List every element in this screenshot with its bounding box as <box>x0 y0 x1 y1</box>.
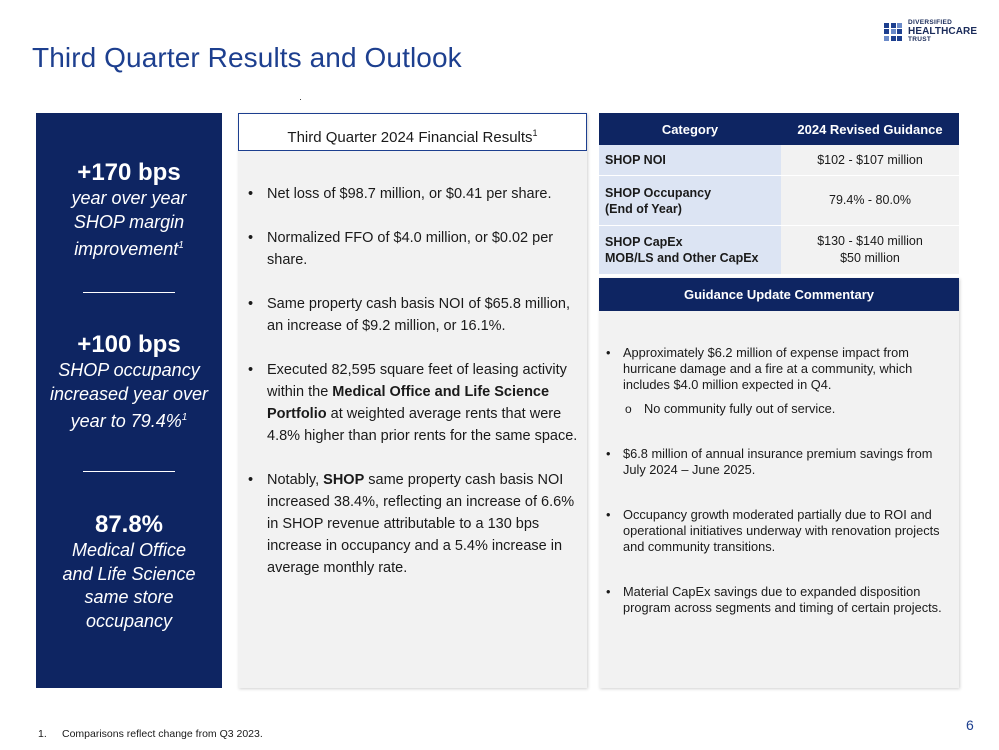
column-header: Category <box>599 113 781 145</box>
footnote-number: 1. <box>38 728 47 740</box>
table-row <box>599 226 959 275</box>
stat-description: year over year SHOP margin improvement$^1$ <box>71 188 187 259</box>
commentary-list <box>604 345 954 645</box>
category-cell: SHOP Occupancy (End of Year) <box>599 176 781 226</box>
list-item: • Notably, SHOP same property cash basis NOI increased 38.4%, reflecting an increase of 6.6% in SHOP revenue attributable to a 130 bps increase in occupancy and a 5.4% increase in average monthly rate. <box>246 469 578 579</box>
logo-mark-icon <box>884 23 902 41</box>
list-item: • Executed 82,595 square feet of leasing activity within the Medical Office and Life Science Portfolio at weighted average rents that were 4.8% higher than prior rents for the same space. <box>246 359 578 447</box>
footnote-marker: 1 <box>181 412 188 423</box>
logo-line-1: DIVERSIFIED <box>908 19 953 26</box>
bold-text: SHOP <box>323 472 365 488</box>
stat-occupancy <box>36 331 222 434</box>
financial-results-header: Third Quarter 2024 Financial Results$^1$ <box>238 113 587 151</box>
financial-results-list <box>246 183 578 601</box>
stat-value: 87.8% <box>94 511 164 538</box>
financial-results-panel <box>238 113 587 688</box>
guidance-commentary-panel <box>599 278 959 688</box>
stat-value: +170 bps <box>77 159 181 186</box>
list-item: • $6.8 million of annual insurance premium savings from July 2024 – June 2025. <box>604 446 954 478</box>
list-item: • Approximately $6.2 million of expense impact from hurricane damage and a fire at a community, which includes $4.0 million expected in Q4. o No community fully out of service. <box>604 345 954 417</box>
footnote-marker: 1 <box>532 128 538 138</box>
logo-wordmark <box>908 20 977 43</box>
divider <box>83 471 175 472</box>
list-item: • Occupancy growth moderated partially due to ROI and operational initiatives underway with renovation projects and community transitions. <box>604 507 954 555</box>
bold-text: Medical Office and Life Science Portfolio <box>267 384 550 422</box>
guidance-table <box>599 113 959 275</box>
stat-value: +100 bps <box>77 331 181 358</box>
highlights-panel <box>36 113 222 688</box>
footnote-marker: 1 <box>178 240 184 251</box>
page-title: Third Quarter Results and Outlook <box>32 42 462 73</box>
stray-dot <box>300 99 301 100</box>
logo-line-2: HEALTHCARE <box>908 25 978 37</box>
stat-description: SHOP occupancy increased year over year to 79.4%$^1$ <box>49 360 209 431</box>
stat-description: Medical Office and Life Science same store occupancy <box>62 540 196 631</box>
value-cell: 79.4% - 80.0% <box>781 176 959 226</box>
table-row <box>599 145 959 176</box>
sub-list-item: o No community fully out of service. <box>623 401 954 417</box>
list-item: • Normalized FFO of $4.0 million, or $0.02 per share. <box>246 227 578 271</box>
column-header: 2024 Revised Guidance <box>781 113 959 145</box>
footnote <box>38 728 263 740</box>
list-item: • Material CapEx savings due to expanded disposition program across segments and timing of certain projects. <box>604 584 954 616</box>
commentary-header: Guidance Update Commentary <box>599 278 959 311</box>
category-cell: SHOP CapEx MOB/LS and Other CapEx <box>599 226 781 275</box>
table-row <box>599 176 959 226</box>
logo-line-3: TRUST <box>908 35 932 43</box>
value-cell: $130 - $140 million $50 million <box>781 226 959 275</box>
stat-margin <box>36 159 222 262</box>
divider <box>83 292 175 293</box>
footnote-text: Comparisons reflect change from Q3 2023. <box>62 728 263 740</box>
table-header-row <box>599 113 959 145</box>
list-item: • Net loss of $98.7 million, or $0.41 per share. <box>246 183 578 205</box>
company-logo <box>884 20 977 43</box>
page-number: 6 <box>966 717 974 733</box>
category-cell: SHOP NOI <box>599 145 781 176</box>
value-cell: $102 - $107 million <box>781 145 959 176</box>
stat-mob-occupancy <box>36 511 222 633</box>
list-item: • Same property cash basis NOI of $65.8 million, an increase of $9.2 million, or 16.1%. <box>246 293 578 337</box>
